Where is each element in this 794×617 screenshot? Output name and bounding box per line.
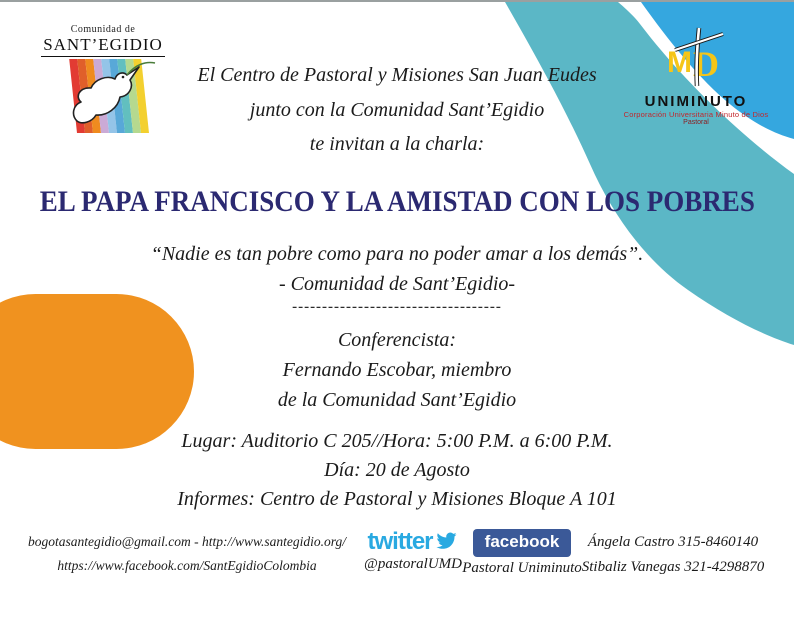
santegidio-logo-line2: SANT’EGIDIO bbox=[41, 35, 165, 57]
uniminuto-md-emblem bbox=[661, 26, 731, 88]
speaker-line-2: de la Comunidad Sant’Egidio bbox=[277, 389, 517, 411]
intro-line-3: te invitan a la charla: bbox=[309, 133, 485, 155]
twitter-block bbox=[358, 528, 468, 573]
uniminuto-logo bbox=[608, 26, 784, 126]
quote-attribution: - Comunidad de Sant’Egidio- bbox=[278, 273, 516, 295]
uniminuto-subtitle: Corporación Universitaria Minuto de Dios bbox=[623, 110, 769, 119]
facebook-logo: facebook bbox=[473, 529, 572, 557]
detail-place-time: Lugar: Auditorio C 205//Hora: 5:00 P.M. a 6:00 P.M. bbox=[181, 430, 613, 452]
facebook-block bbox=[462, 529, 582, 577]
dashed-divider: ----------------------------------- bbox=[292, 299, 502, 315]
detail-info: Informes: Centro de Pastoral y Misiones Bloque A 101 bbox=[177, 488, 617, 510]
santegidio-logo-line1: Comunidad de bbox=[70, 24, 136, 35]
footer-facebook-url: https://www.facebook.com/SantEgidioColombia bbox=[57, 558, 317, 573]
detail-date: Día: 20 de Agosto bbox=[324, 459, 470, 481]
facebook-page-name: Pastoral Uniminuto bbox=[462, 560, 582, 576]
svg-text:D: D bbox=[693, 44, 719, 84]
speaker-line-1: Fernando Escobar, miembro bbox=[282, 359, 512, 381]
event-title bbox=[0, 185, 794, 219]
event-title-text: EL PAPA FRANCISCO Y LA AMISTAD CON LOS POBRES bbox=[39, 185, 755, 218]
quote-text: “Nadie es tan pobre como para no poder amar a los demás”. bbox=[150, 243, 644, 265]
intro-line-1: El Centro de Pastoral y Misiones San Juan Eudes bbox=[197, 64, 597, 86]
uniminuto-subtitle2: Pastoral bbox=[683, 119, 709, 126]
footer-email-url: bogotasantegidio@gmail.com - http://www.santegidio.org/ bbox=[27, 534, 347, 549]
contact-stibaliz: Stibaliz Vanegas 321-4298870 bbox=[581, 559, 765, 575]
uniminuto-name: UNIMINUTO bbox=[644, 93, 748, 110]
footer-web-contacts bbox=[22, 530, 352, 578]
twitter-logo bbox=[358, 528, 468, 556]
md-letters: M bbox=[667, 46, 692, 79]
intro-line-2: junto con la Comunidad Sant’Egidio bbox=[249, 99, 545, 121]
footer-phone-contacts bbox=[568, 530, 778, 580]
twitter-handle: @pastoralUMD bbox=[364, 556, 462, 572]
contact-angela: Ángela Castro 315-8460140 bbox=[587, 534, 759, 550]
twitter-bird-icon bbox=[433, 530, 459, 552]
twitter-wordmark: twitter bbox=[367, 528, 433, 555]
speaker-label: Conferencista: bbox=[337, 329, 457, 351]
